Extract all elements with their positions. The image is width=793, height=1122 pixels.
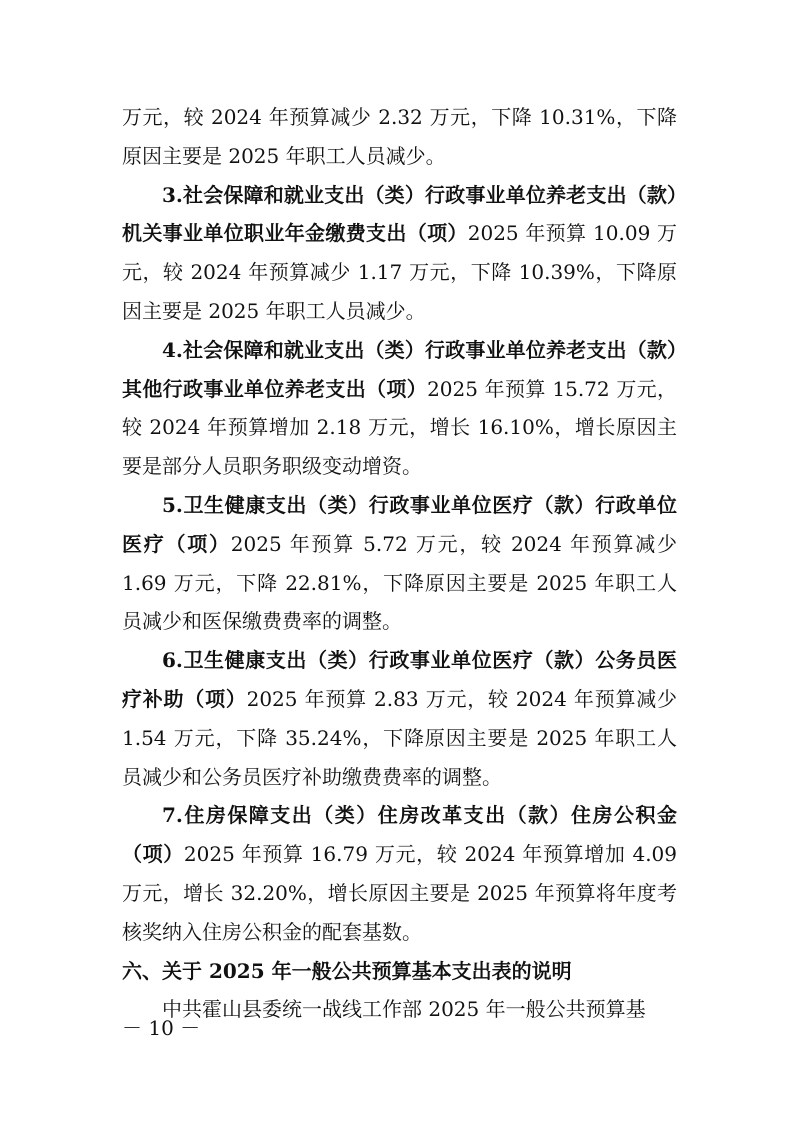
paragraph-item-7: [122, 796, 677, 951]
item-heading: 6.卫生健康支出（类）行政事业单位医疗（款）公务员医疗补助（项）: [122, 648, 677, 711]
paragraph-text: 中共霍山县委统一战线工作部 2025 年一般公共预算基: [162, 997, 646, 1022]
paragraph-section-six: [122, 990, 677, 1029]
paragraph-text: 2025 年预算 10.09 万元，较 2024 年预算减少 1.17 万元，下降 10.39%，下降原因主要是 2025 年职工人员减少。: [122, 221, 678, 323]
item-heading: 4.社会保障和就业支出（类）行政事业单位养老支出（款）其他行政事业单位养老支出（项）: [122, 337, 677, 401]
paragraph-text: 2025 年预算 5.72 万元，较 2024 年预算减少 1.69 万元，下降 22.81%，下降原因主要是 2025 年职工人员减少和医保缴费费率的调整。: [122, 531, 677, 634]
item-heading: 3.社会保障和就业支出（类）行政事业单位养老支出（款）机关事业单位职业年金缴费支出（项）: [122, 182, 677, 246]
section-heading: 六、关于 2025 年一般公共预算基本支出表的说明: [122, 958, 572, 983]
page-number: － 10 －: [122, 1016, 201, 1040]
paragraph-item-4: [122, 331, 677, 486]
paragraph-text: 2025 年预算 15.72 万元，较 2024 年预算增加 2.18 万元，增长 16.10%，增长原因主要是部分人员职务职级变动增资。: [122, 376, 678, 479]
paragraph-text: 万元，较 2024 年预算减少 2.32 万元，下降 10.31%，下降原因主要是 2025 年职工人员减少。: [122, 105, 677, 168]
paragraph-text: 2025 年预算 16.79 万元，较 2024 年预算增加 4.09 万元，增长 32.20%，增长原因主要是 2025 年预算将年度考核奖纳入住房公积金的配套基数。: [122, 842, 678, 944]
item-heading: 7.住房保障支出（类）住房改革支出（款）住房公积金（项）: [122, 803, 677, 867]
paragraph-text: 2025 年预算 2.83 万元，较 2024 年预算减少 1.54 万元，下降 35.24%，下降原因主要是 2025 年职工人员减少和公务员医疗补助缴费费率的调整。: [122, 686, 677, 789]
paragraph-continued: [122, 98, 677, 176]
body-text: [122, 98, 677, 1029]
paragraph-item-5: [122, 486, 677, 641]
paragraph-item-6: [122, 641, 677, 796]
item-heading: 5.卫生健康支出（类）行政事业单位医疗（款）行政单位医疗（项）: [122, 492, 677, 556]
paragraph-item-3: [122, 176, 677, 331]
